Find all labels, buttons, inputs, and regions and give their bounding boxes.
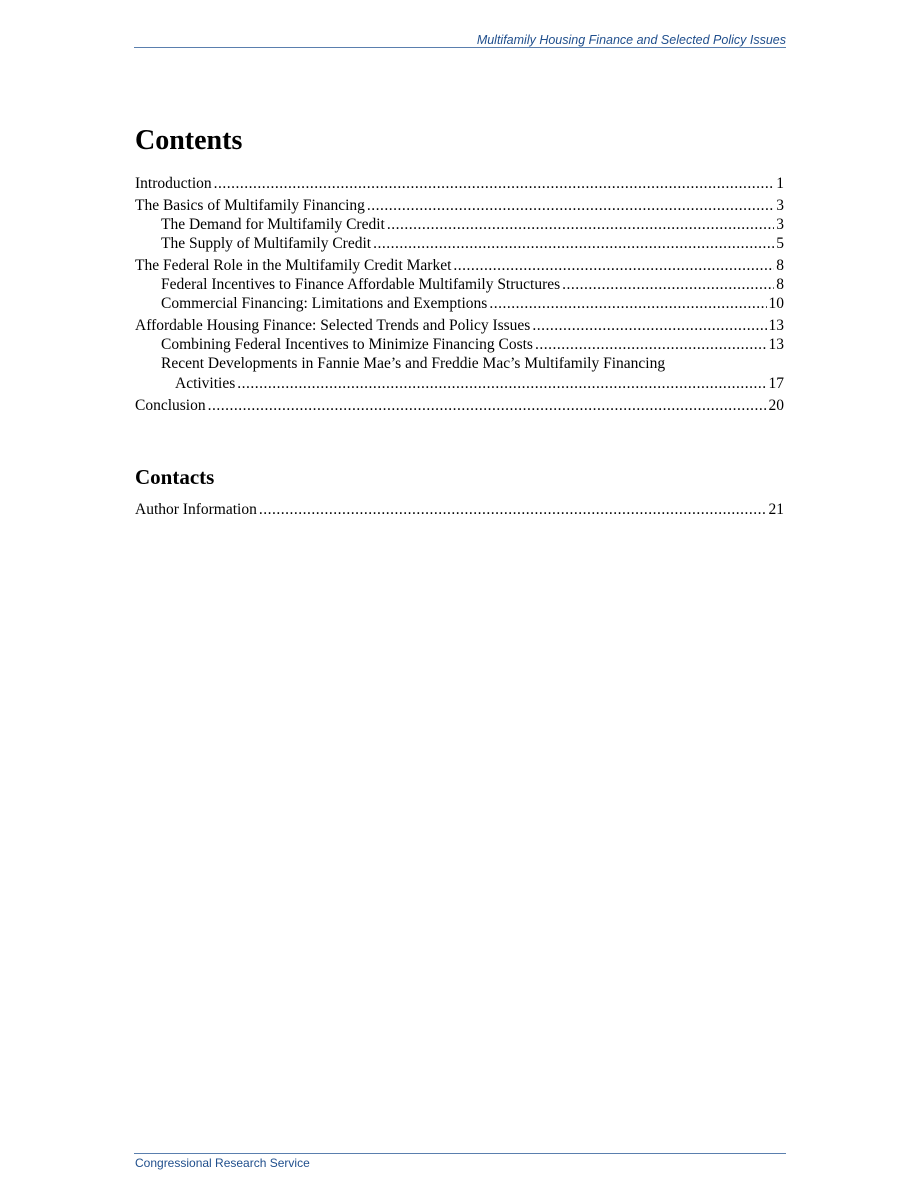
toc-entry-label: Federal Incentives to Finance Affordable Multifamily Structures (161, 276, 561, 293)
toc-entry-label: The Basics of Multifamily Financing (135, 197, 365, 214)
dot-leader (535, 335, 767, 354)
header-divider (134, 47, 786, 48)
toc-entry-label: The Demand for Multifamily Credit (161, 216, 385, 233)
toc-entry-label: Author Information (135, 501, 257, 518)
contents-heading: Contents (135, 125, 243, 156)
dot-leader (489, 294, 766, 313)
toc-page-number: 8 (776, 257, 784, 274)
toc-page-number: 21 (768, 501, 784, 518)
toc-entry-label: Introduction (135, 175, 212, 192)
toc-entry-author-information[interactable] (135, 500, 784, 519)
toc-entry-supply[interactable] (135, 234, 784, 253)
toc-page-number: 3 (776, 216, 784, 233)
toc-entry-recent-developments[interactable] (135, 354, 784, 393)
dot-leader (387, 215, 774, 234)
toc-entry-label: Affordable Housing Finance: Selected Trends and Policy Issues (135, 317, 531, 334)
toc-entry-basics[interactable] (135, 196, 784, 215)
toc-entry-federal-incentives[interactable] (135, 275, 784, 294)
dot-leader (214, 174, 775, 193)
toc-entry-conclusion[interactable] (135, 396, 784, 415)
toc-entry-label: The Federal Role in the Multifamily Credit Market (135, 257, 452, 274)
toc-page-number: 10 (768, 295, 784, 312)
toc-entry-label: Activities (175, 375, 236, 392)
running-header-title: Multifamily Housing Finance and Selected Policy Issues (476, 33, 786, 47)
toc-page-number: 3 (776, 197, 784, 214)
toc-entry-introduction[interactable] (135, 174, 784, 193)
toc-page-number: 13 (768, 317, 784, 334)
toc-entry-commercial-financing[interactable] (135, 294, 784, 313)
toc-entry-combining-incentives[interactable] (135, 335, 784, 354)
toc-page-number: 8 (776, 276, 784, 293)
toc-entry-continuation (135, 374, 784, 393)
toc-entry-label: Conclusion (135, 397, 206, 414)
table-of-contents (135, 174, 784, 415)
dot-leader (259, 500, 767, 519)
toc-page-number: 20 (768, 397, 784, 414)
toc-entry-label: Recent Developments in Fannie Mae’s and Freddie Mac’s Multifamily Financing (161, 355, 666, 372)
toc-entry-demand[interactable] (135, 215, 784, 234)
dot-leader (453, 256, 774, 275)
toc-entry-label: Commercial Financing: Limitations and Exemptions (161, 295, 488, 312)
toc-entry-label-line (135, 354, 784, 374)
toc-entry-affordable-housing[interactable] (135, 316, 784, 335)
toc-entry-label: Combining Federal Incentives to Minimize Financing Costs (161, 336, 533, 353)
toc-page-number: 1 (776, 175, 784, 192)
footer-organization: Congressional Research Service (135, 1156, 310, 1170)
toc-page-number: 17 (768, 375, 784, 392)
contacts-list (135, 500, 784, 519)
toc-page-number: 13 (768, 336, 784, 353)
toc-entry-federal-role[interactable] (135, 256, 784, 275)
dot-leader (373, 234, 774, 253)
dot-leader (367, 196, 774, 215)
dot-leader (237, 374, 766, 393)
footer-divider (134, 1153, 786, 1154)
toc-page-number: 5 (776, 235, 784, 252)
dot-leader (532, 316, 766, 335)
dot-leader (208, 396, 767, 415)
contacts-heading: Contacts (135, 465, 215, 489)
toc-entry-label: The Supply of Multifamily Credit (161, 235, 372, 252)
dot-leader (562, 275, 774, 294)
